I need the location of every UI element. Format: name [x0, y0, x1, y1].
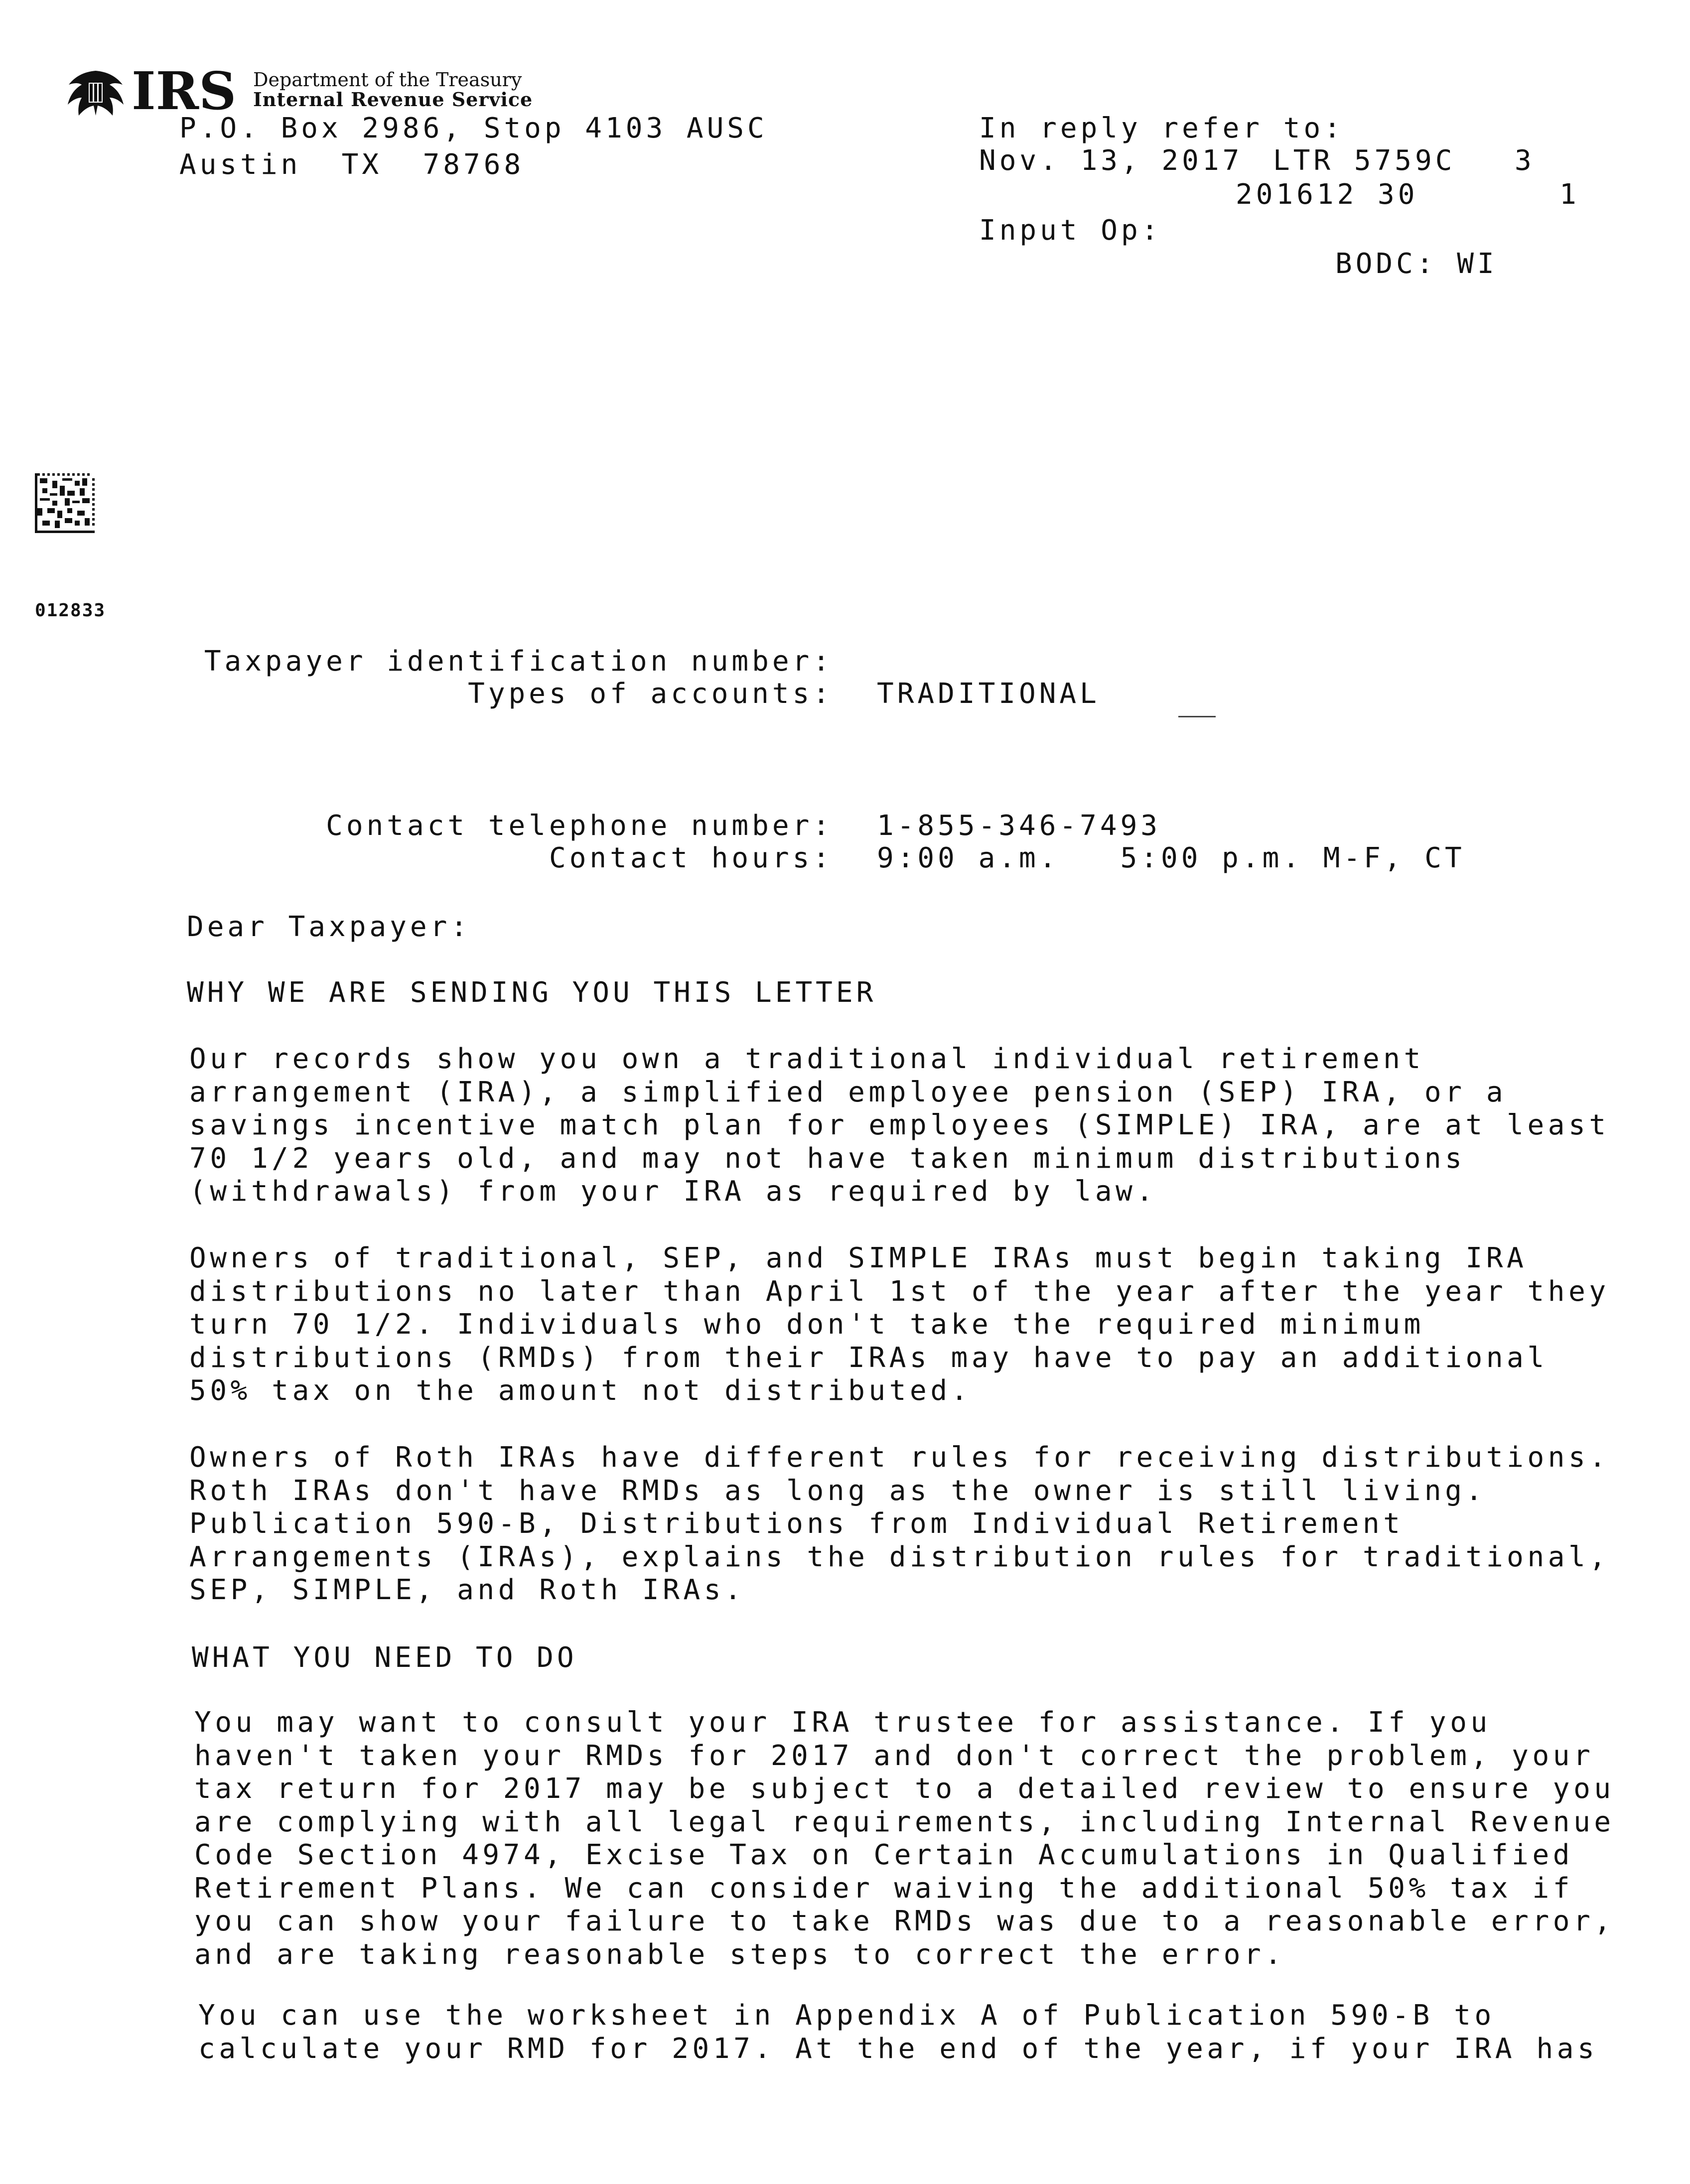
hours-value: 9:00 a.m. 5:00 p.m. M-F, CT [877, 842, 1465, 874]
tin-label: Taxpayer identification number: [204, 645, 833, 678]
paragraph-line: Our records show you own a traditional individual retirement [189, 1043, 1424, 1075]
reply-date: Nov. 13, 2017 [979, 144, 1243, 177]
reply-code: 201612 30 [1236, 178, 1418, 211]
paragraph-2 [189, 1242, 1624, 1408]
paragraph-line: SEP, SIMPLE, and Roth IRAs. [189, 1574, 745, 1606]
paragraph-line: arrangement (IRA), a simplified employee pension (SEP) IRA, or a [189, 1076, 1507, 1108]
paragraph-4 [194, 1706, 1629, 1971]
paragraph-line: tax return for 2017 may be subject to a detailed review to ensure you [194, 1773, 1615, 1805]
irs-wordmark: IRS [132, 60, 237, 122]
paragraph-line: distributions no later than April 1st of the year after the year they [189, 1275, 1610, 1308]
dept-line-1: Department of the Treasury [253, 69, 522, 91]
account-types-label: Types of accounts: [468, 678, 833, 710]
paragraph-line: Owners of traditional, SEP, and SIMPLE IRAs must begin taking IRA [189, 1242, 1528, 1274]
bodc-code: BODC: WI [1335, 248, 1498, 280]
paragraph-line: Owners of Roth IRAs have different rules for receiving distributions. [189, 1441, 1610, 1474]
account-types-value: TRADITIONAL [877, 678, 1100, 710]
reply-letter-number: LTR 5759C [1273, 144, 1456, 177]
page-number: 1 [1559, 178, 1580, 211]
paragraph-line: calculate your RMD for 2017. At the end of the year, if your IRA has [198, 2032, 1598, 2065]
paragraph-5 [198, 1999, 1633, 2065]
dept-line-2: Internal Revenue Service [253, 88, 533, 111]
irs-eagle-icon [64, 68, 128, 118]
paragraph-line: turn 70 1/2. Individuals who don't take the required minimum [189, 1308, 1424, 1341]
paragraph-line: Retirement Plans. We can consider waiving the additional 50% tax if [194, 1872, 1574, 1905]
paragraph-3 [189, 1441, 1624, 1607]
stray-mark [1178, 716, 1216, 717]
paragraph-line: are complying with all legal requirements, including Internal Revenue [194, 1805, 1615, 1838]
department-name [253, 70, 533, 110]
address-line-1: P.O. Box 2986, Stop 4103 AUSC [179, 112, 768, 144]
reply-label: In reply refer to: [979, 112, 1344, 144]
paragraph-line: Roth IRAs don't have RMDs as long as the owner is still living. [189, 1474, 1486, 1507]
paragraph-line: You can use the worksheet in Appendix A of Publication 590-B to [198, 1999, 1495, 2032]
irs-logo [64, 60, 533, 122]
reply-number: 3 [1515, 144, 1535, 177]
phone-label: Contact telephone number: [326, 810, 833, 842]
address-line-2: Austin TX 78768 [179, 148, 525, 181]
paragraph-line: 70 1/2 years old, and may not have taken minimum distributions [189, 1142, 1466, 1175]
paragraph-line: distributions (RMDs) from their IRAs may have to pay an additional [189, 1341, 1548, 1374]
heading-why: WHY WE ARE SENDING YOU THIS LETTER [187, 976, 877, 1009]
paragraph-line: 50% tax on the amount not distributed. [189, 1374, 972, 1407]
paragraph-line: Publication 590-B, Distributions from Individual Retirement [189, 1507, 1404, 1540]
heading-what-to-do: WHAT YOU NEED TO DO [192, 1641, 577, 1674]
phone-value: 1-855-346-7493 [877, 810, 1161, 842]
paragraph-line: you can show your failure to take RMDs was due to a reasonable error, [194, 1905, 1615, 1937]
salutation: Dear Taxpayer: [187, 911, 471, 943]
paragraph-line: savings incentive match plan for employees (SIMPLE) IRA, are at least [189, 1109, 1610, 1141]
hours-label: Contact hours: [549, 842, 833, 874]
paragraph-line: Arrangements (IRAs), explains the distribution rules for traditional, [189, 1540, 1610, 1573]
datamatrix-barcode [35, 473, 95, 533]
paragraph-line: and are taking reasonable steps to correct the error. [194, 1938, 1285, 1971]
input-op-label: Input Op: [979, 214, 1162, 247]
paragraph-line: (withdrawals) from your IRA as required by law. [189, 1175, 1157, 1208]
paragraph-line: You may want to consult your IRA trustee for assistance. If you [194, 1706, 1491, 1739]
paragraph-line: Code Section 4974, Excise Tax on Certain Accumulations in Qualified [194, 1839, 1574, 1871]
paragraph-1 [189, 1043, 1624, 1209]
paragraph-line: haven't taken your RMDs for 2017 and don't correct the problem, your [194, 1739, 1594, 1772]
form-number: 012833 [35, 600, 106, 621]
